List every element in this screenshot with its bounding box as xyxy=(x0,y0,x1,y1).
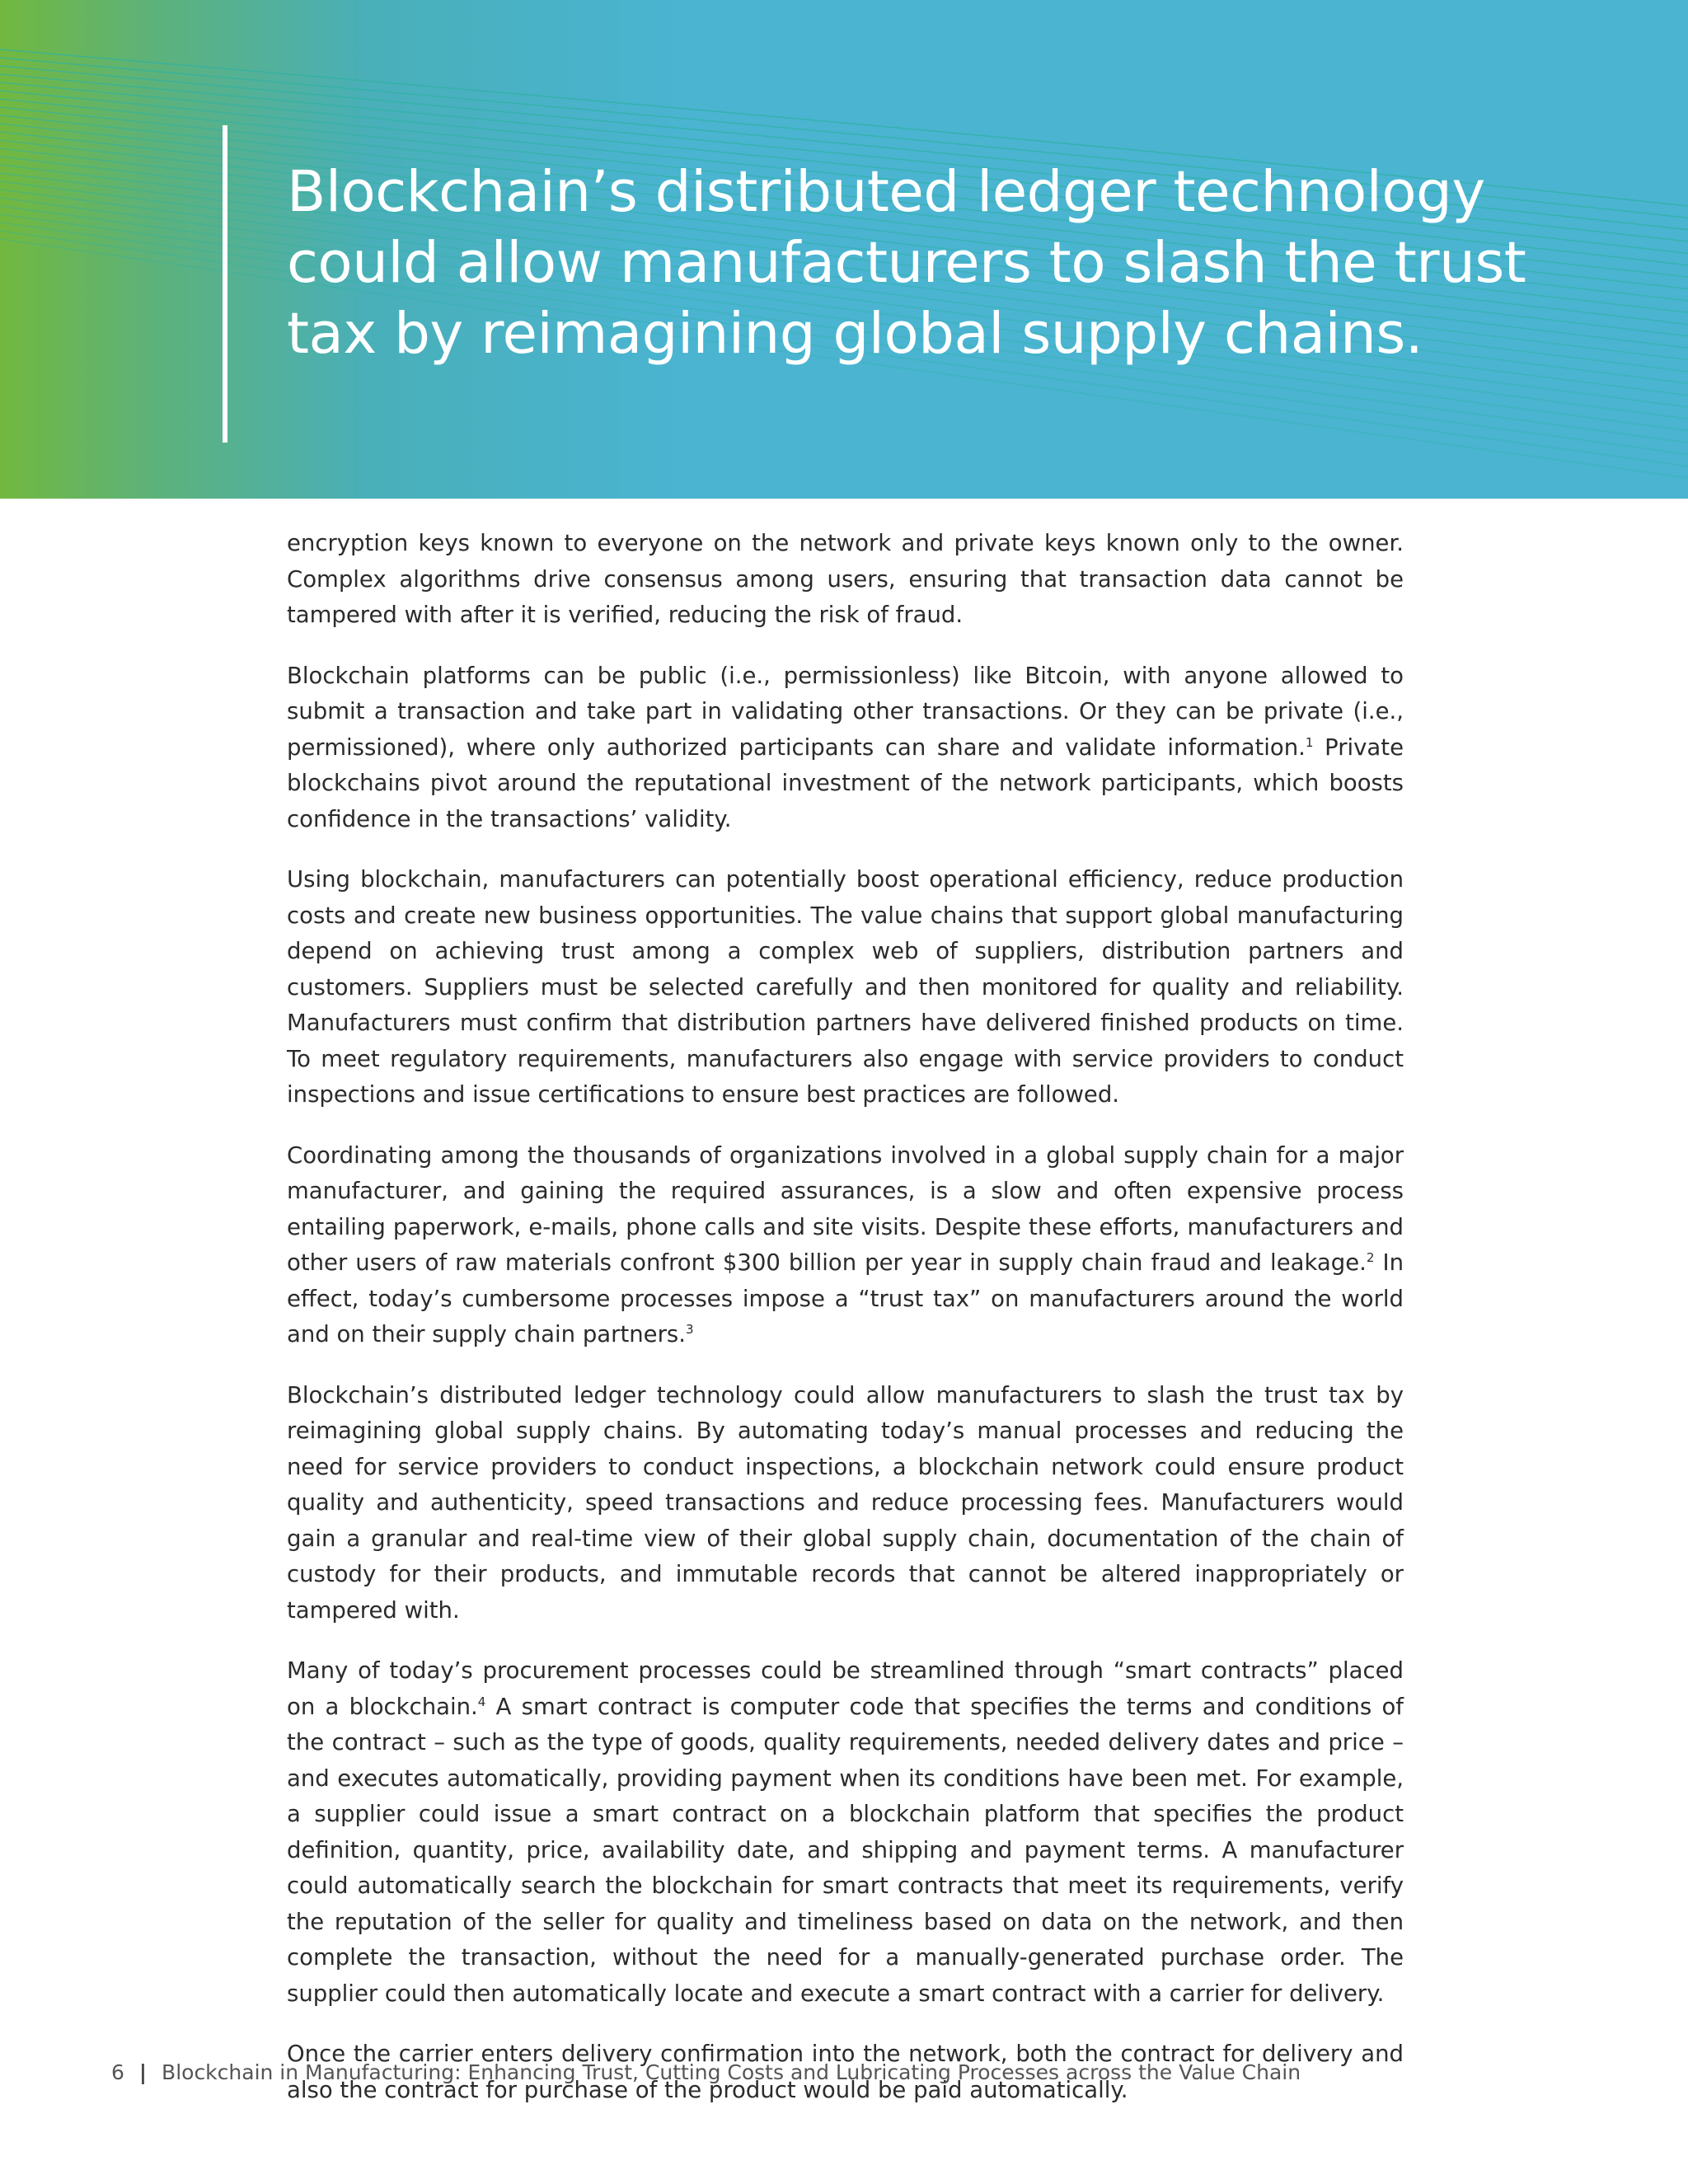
paragraph-text: In effect, today’s cumbersome processes impose a “trust tax” on manufacturers around the world and on their supply chain partners. xyxy=(287,1249,1404,1347)
body-paragraph xyxy=(287,1653,1404,2012)
article-body xyxy=(287,526,1404,2133)
body-paragraph: Blockchain’s distributed ledger technology could allow manufacturers to slash the trust tax by reimagining global supply chains. By automating today’s manual processes and reducing the need for service providers to conduct inspections, a blockchain network could ensure product quality and authenticity, speed transactions and reduce processing fees. Manufacturers would gain a granular and real-time view of their global supply chain, documentation of the chain of custody for their products, and immutable records that cannot be altered inappropriately or tampered with. xyxy=(287,1381,1404,1624)
paragraph-text: Private blockchains pivot around the reputational investment of the network participants, which boosts confidence in the transactions’ validity. xyxy=(287,733,1404,832)
page-footer xyxy=(111,2060,1301,2084)
hero-banner xyxy=(0,0,1688,499)
footer-title: Blockchain in Manufacturing: Enhancing Trust, Cutting Costs and Lubricating Processes across the Value Chain xyxy=(162,2060,1301,2084)
body-paragraph: Using blockchain, manufacturers can potentially boost operational efficiency, reduce production costs and create new business opportunities. The value chains that support global manufacturing depend on achieving trust among a complex web of suppliers, distribution partners and customers. Suppliers must be selected carefully and then monitored for quality and reliability. Manufacturers must confirm that distribution partners have delivered finished products on time. To meet regulatory requirements, manufacturers also engage with service providers to conduct inspections and issue certifications to ensure best practices are followed. xyxy=(287,866,1404,1108)
footnote-ref-3: 3 xyxy=(685,1321,694,1337)
page-number: 6 xyxy=(111,2060,124,2084)
footnote-ref-2: 2 xyxy=(1366,1249,1375,1265)
paragraph-text: Blockchain platforms can be public (i.e., permissionless) like Bitcoin, with anyone allowed to submit a transaction and take part in validating other transactions. Or they can be private (i.e., permissioned), where only authorized participants can share and validate information. xyxy=(287,662,1404,761)
footnote-ref-1: 1 xyxy=(1305,734,1314,750)
paragraph-text: Many of today’s procurement processes could be streamlined through “smart contracts” placed on a blockchain. xyxy=(287,1657,1404,1720)
pullquote xyxy=(287,157,1526,369)
pullquote-rule xyxy=(223,125,227,443)
footer-separator: | xyxy=(138,2060,148,2084)
paragraph-text: A smart contract is computer code that specifies the terms and conditions of the contract – such as the type of goods, quality requirements, needed delivery dates and price – and executes automatically, providing payment when its conditions have been met. For example, a supplier could issue a smart contract on a blockchain platform that specifies the product definition, quantity, price, availability date, and shipping and payment terms. A manufacturer could automatically search the blockchain for smart contracts that meet its requirements, verify the reputation of the seller for quality and timeliness based on data on the network, and then complete the transaction, without the need for a manually-generated purchase order. The supplier could then automatically locate and execute a smart contract with a carrier for delivery. xyxy=(287,1693,1404,2007)
body-paragraph xyxy=(287,1138,1404,1353)
body-paragraph: encryption keys known to everyone on the network and private keys known only to the owner. Complex algorithms drive consensus among users, ensuring that transaction data cannot be tampered with after it is verified, reducing the risk of fraud. xyxy=(287,530,1404,628)
pullquote-line: could allow manufacturers to slash the trust xyxy=(287,230,1526,296)
footnote-ref-4: 4 xyxy=(477,1694,486,1709)
body-paragraph: Once the carrier enters delivery confirmation into the network, both the contract for delivery and also the contract for purchase of the product would be paid automatically. xyxy=(287,2041,1404,2103)
pullquote-line: tax by reimagining global supply chains. xyxy=(287,301,1423,367)
body-paragraph xyxy=(287,658,1404,838)
paragraph-text: Coordinating among the thousands of organizations involved in a global supply chain for a major manufacturer, and gaining the required assurances, is a slow and often expensive process entailing paperwork, e-mails, phone calls and site visits. Despite these efforts, manufacturers and other users of raw materials confront $300 billion per year in supply chain fraud and leakage. xyxy=(287,1141,1404,1276)
pullquote-line: Blockchain’s distributed ledger technology xyxy=(287,159,1485,225)
